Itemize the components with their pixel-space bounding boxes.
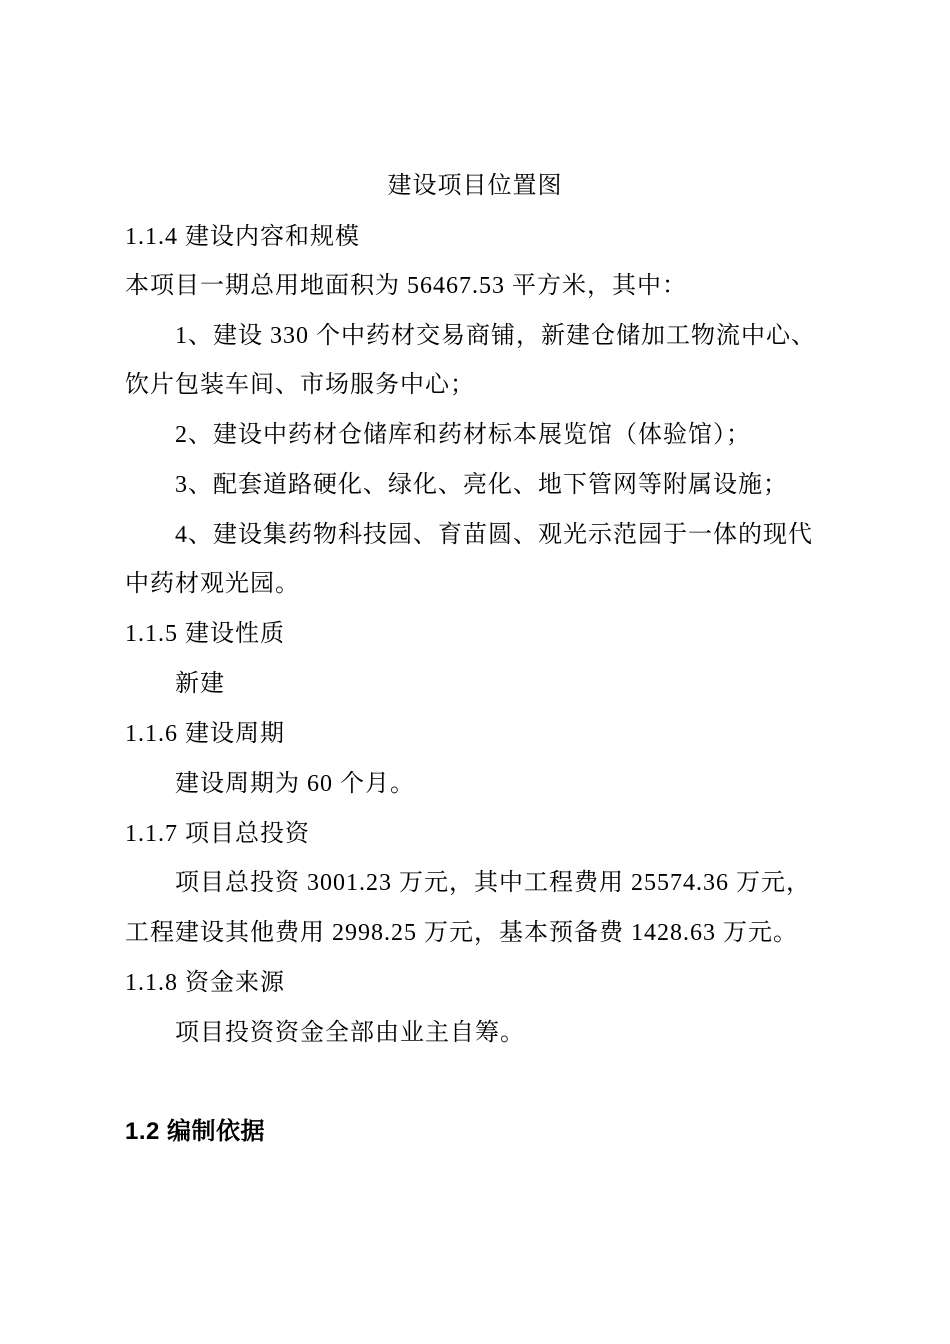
scale-item-3: 3、配套道路硬化、绿化、亮化、地下管网等附属设施；	[175, 472, 788, 498]
funding-source-text: 项目投资资金全部由业主自筹。	[175, 1020, 525, 1046]
scale-item-2: 2、建设中药材仓储库和药材标本展览馆（体验馆）；	[175, 422, 751, 448]
construction-nature-text: 新建	[175, 671, 225, 697]
figure-caption: 建设项目位置图	[387, 173, 563, 199]
scale-item-4-line-2: 中药材观光园。	[125, 571, 300, 597]
scale-item-4-line-1: 4、建设集药物科技园、育苗圆、观光示范园于一体的现代	[175, 522, 813, 548]
section-heading-1-1-7: 1.1.7 项目总投资	[125, 821, 310, 847]
section-heading-1-1-5: 1.1.5 建设性质	[125, 621, 285, 647]
scale-item-1-line-2: 饮片包装车间、市场服务中心；	[125, 372, 475, 398]
scale-item-1-line-1: 1、建设 330 个中药材交易商铺，新建仓储加工物流中心、	[175, 323, 816, 349]
section-heading-1-2: 1.2 编制依据	[125, 1118, 266, 1145]
section-heading-1-1-8: 1.1.8 资金来源	[125, 970, 285, 996]
section-heading-1-1-4: 1.1.4 建设内容和规模	[125, 224, 360, 250]
scale-intro-paragraph: 本项目一期总用地面积为 56467.53 平方米，其中：	[125, 273, 687, 299]
section-heading-1-1-6: 1.1.6 建设周期	[125, 721, 285, 747]
construction-period-text: 建设周期为 60 个月。	[175, 771, 415, 797]
investment-line-2: 工程建设其他费用 2998.25 万元，基本预备费 1428.63 万元。	[125, 920, 798, 946]
investment-line-1: 项目总投资 3001.23 万元，其中工程费用 25574.36 万元，	[175, 870, 811, 896]
